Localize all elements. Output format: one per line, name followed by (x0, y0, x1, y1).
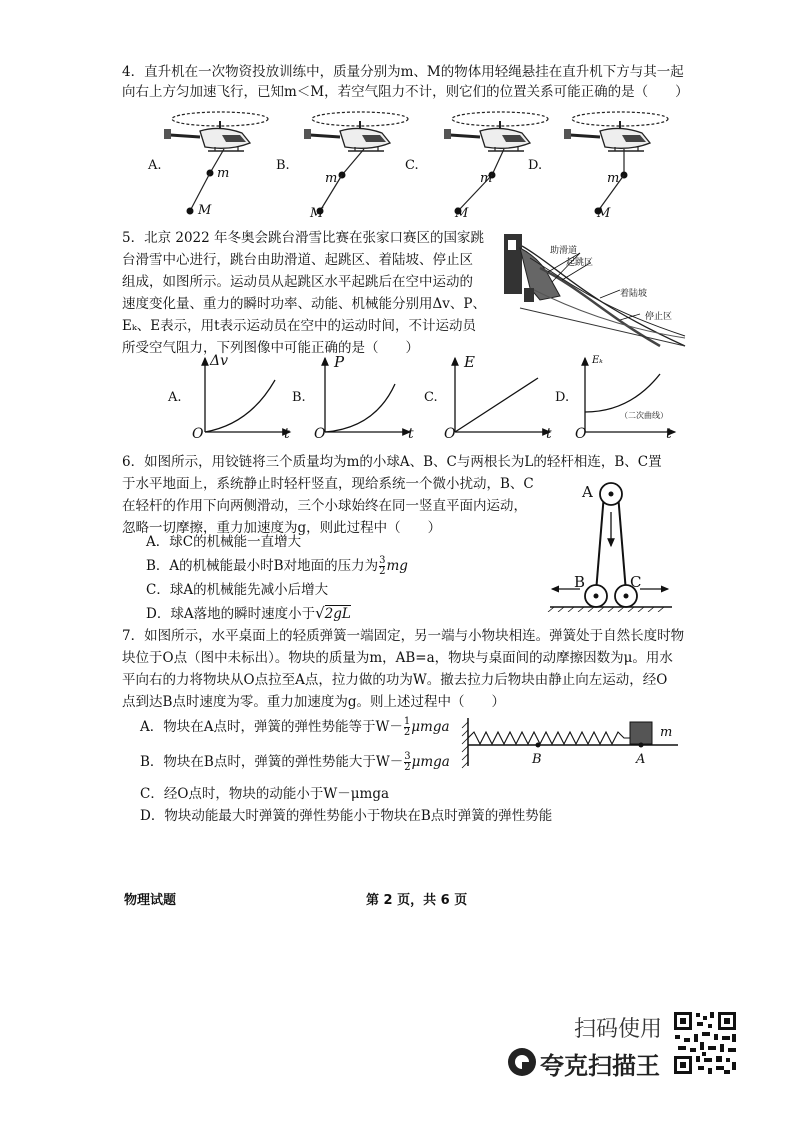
q5-graph-a-xlabel: t (284, 426, 290, 442)
q6-label-b: B (574, 573, 586, 591)
q7-option-a: A．物块在A点时，弹簧的弹性势能等于W－ $\frac{1}{2}$ μmga (140, 716, 450, 738)
q4-line2: 向右上方匀加速飞行，已知m＜M，若空气阻力不计，则它们的位置关系可能正确的是（ ） (122, 84, 689, 100)
q5-line1: 5．北京 2022 年冬奥会跳台滑雪比赛在张家口赛区的国家跳 (122, 230, 485, 246)
q5-label-runway: 助滑道 (550, 246, 578, 256)
q5-ski-jump-figure (500, 228, 690, 348)
q4-option-b-figure (304, 112, 408, 215)
q5-graph-a-ylabel: Δv (210, 353, 229, 369)
footer-page: 第 2 页，共 6 页 (366, 893, 468, 908)
q4-option-d: D. (528, 158, 543, 173)
q7-label-b: B (532, 752, 542, 767)
q5-graph-a (205, 358, 290, 432)
q6-option-a: A．球C的机械能一直增大 (146, 534, 302, 550)
q7-label-a: A (636, 752, 646, 767)
q5-graph-c-ylabel: E (464, 353, 475, 371)
q5-graph-d-xlabel: t (666, 426, 672, 442)
q5-option-b: B. (292, 390, 306, 405)
q5-graph-b-xlabel: t (408, 426, 414, 442)
q7-line3: 平向右的力将物块从O点拉至A点，拉力做的功为W。撤去拉力后物块由静止向左运动，经O (122, 672, 668, 688)
q5-graph-d-ylabel: Eₖ (592, 355, 603, 366)
q5-line3: 组成，如图所示。运动员从起跳区水平起跳后在空中运动的 (122, 274, 473, 290)
q4-option-c: C. (405, 158, 419, 173)
q4-mass-M-d: M (597, 206, 611, 221)
q5-line4: 速度变化量、重力的瞬时功率、动能、机械能分别用Δv、P、 (122, 296, 486, 312)
q4-helicopter-figures (140, 105, 700, 225)
q4-mass-M-b: M (310, 206, 324, 221)
q4-option-d-figure (564, 112, 668, 215)
q7-spring-figure (458, 712, 688, 772)
q4-mass-m-c: m (480, 171, 493, 186)
q5-graph-c-xlabel: t (546, 426, 552, 442)
qr-code-icon[interactable] (672, 1010, 738, 1076)
q5-graph-d-origin: O (575, 426, 587, 442)
q6-option-d: D．球A落地的瞬时速度小于√2gL (146, 604, 351, 622)
q6-label-c: C (630, 573, 642, 591)
q7-option-b: B．物块在B点时，弹簧的弹性势能大于W－ $\frac{3}{2}$ μmga (140, 751, 450, 773)
q5-graph-b-origin: O (314, 426, 326, 442)
q4-line1: 4．直升机在一次物资投放训练中，质量分别为m、M的物体用轻绳悬挂在直升机下方与其一起 (122, 64, 684, 80)
q4-mass-m-d: m (607, 171, 620, 186)
q6-line4: 忽略一切摩擦，重力加速度为g，则此过程中（ ） (122, 520, 442, 536)
footer-subject: 物理试题 (124, 893, 177, 908)
q4-mass-M-a: M (198, 203, 212, 218)
q5-line2: 台滑雪中心进行，跳台由助滑道、起跳区、着陆坡、停止区 (122, 252, 473, 268)
q7-line1: 7．如图所示，水平桌面上的轻质弹簧一端固定，另一端与小物块相连。弹簧处于自然长度时物 (122, 628, 685, 644)
q5-option-d: D. (555, 390, 570, 405)
q7-option-d: D．物块动能最大时弹簧的弹性势能小于物块在B点时弹簧的弹性势能 (140, 808, 553, 824)
q5-graph-d-note: （二次曲线） (620, 411, 668, 420)
brand-logo-icon (508, 1048, 536, 1076)
q4-option-a-figure (164, 112, 268, 215)
q6-option-c: C．球A的机械能先减小后增大 (146, 582, 329, 598)
q5-graph-a-origin: O (192, 426, 204, 442)
q6-option-b: B．A的机械能最小时B对地面的压力为 $\frac{3}{2}$ mg (146, 555, 408, 577)
q5-option-c: C. (424, 390, 438, 405)
q7-label-m: m (660, 725, 673, 740)
q5-line5: Eₖ、E表示，用t表示运动员在空中的运动时间，不计运动员 (122, 318, 477, 334)
q4-mass-m-b: m (325, 171, 338, 186)
q5-graph-b-ylabel: P (334, 353, 345, 371)
q4-mass-M-c: M (455, 206, 469, 221)
q7-line2: 块位于O点（图中未标出）。物块的质量为m，AB=a，物块与桌面间的动摩擦因数为μ。用水 (122, 650, 673, 666)
q5-label-landing: 着陆坡 (620, 289, 648, 299)
q6-line1: 6．如图所示，用铰链将三个质量均为m的小球A、B、C与两根长为L的轻杆相连，B、C置 (122, 454, 662, 470)
q5-label-stop: 停止区 (645, 312, 673, 322)
q5-graph-c-origin: O (444, 426, 456, 442)
q6-figure (540, 482, 680, 612)
q7-option-c: C．经O点时，物块的动能小于W－μmga (140, 786, 390, 802)
q4-option-b: B. (276, 158, 290, 173)
q5-line6: 所受空气阻力，下列图像中可能正确的是（ ） (122, 340, 419, 356)
q6-label-a: A (582, 483, 593, 501)
q6-line3: 在轻杆的作用下向两侧滑动，三个小球始终在同一竖直平面内运动， (122, 498, 527, 514)
q5-label-takeoff: 起跳区 (566, 258, 594, 268)
q5-option-a: A. (168, 390, 182, 405)
q7-line4: 点到达B点时速度为零。重力加速度为g。则上述过程中（ ） (122, 694, 506, 710)
brand-name: 夸克扫描王 (540, 1052, 660, 1080)
scan-prompt: 扫码使用 (574, 1017, 663, 1042)
q4-mass-m-a: m (217, 166, 230, 181)
q4-option-a: A. (148, 158, 162, 173)
q6-line2: 于水平地面上，系统静止时轻杆竖直，现给系统一个微小扰动，B、C (122, 476, 534, 492)
